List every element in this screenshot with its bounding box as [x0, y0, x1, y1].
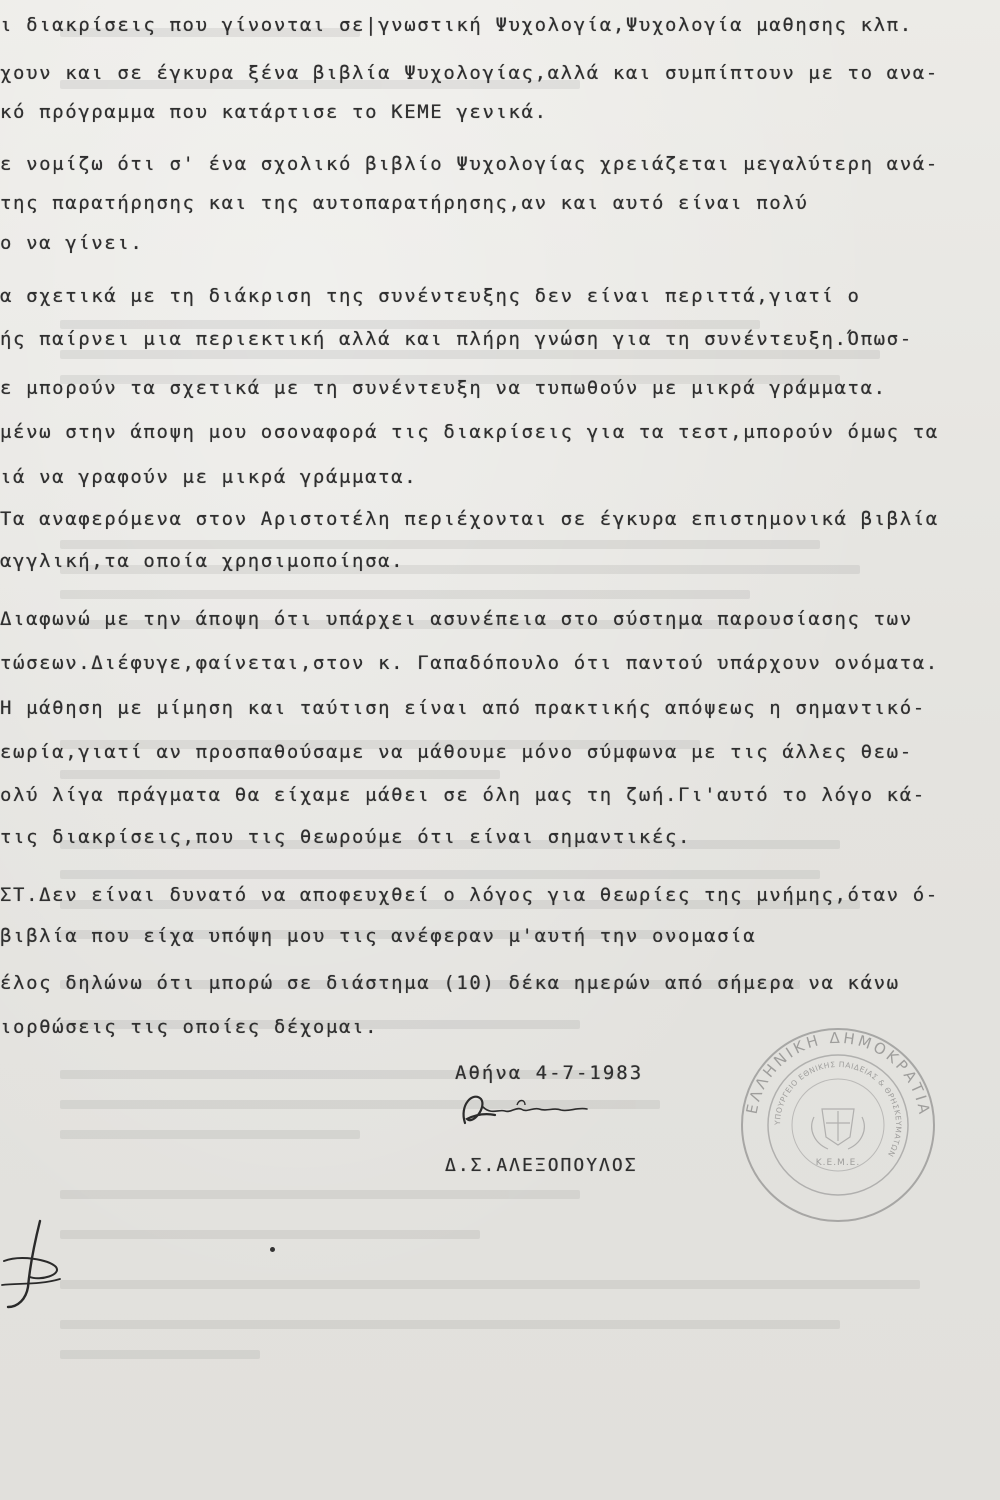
text-line: βιβλία που είχα υπόψη μου τις ανέφεραν μ'αυτή την ονομασία	[0, 925, 757, 947]
text-line: ΣΤ.Δεν είναι δυνατό να αποφευχθεί ο λόγος για θεωρίες της μνήμης,όταν ό-	[0, 884, 939, 906]
text-line: ο να γίνει.	[0, 232, 144, 254]
text-line: ε νομίζω ότι σ' ένα σχολικό βιβλίο Ψυχολογίας χρειάζεται μεγαλύτερη ανά-	[0, 153, 939, 175]
ink-dot	[270, 1247, 275, 1252]
text-line: Η μάθηση με μίμηση και ταύτιση είναι από πρακτικής απόψεως η σημαντικό-	[0, 697, 926, 719]
text-line: χουν και σε έγκυρα ξένα βιβλία Ψυχολογίας,αλλά και συμπίπτουν με το ανα-	[0, 62, 939, 84]
handwritten-initials	[0, 1215, 70, 1315]
stamp-inner-text: ΥΠΟΥΡΓΕΙΟ ΕΘΝΙΚΗΣ ΠΑΙΔΕΙΑΣ & ΘΡΗΣΚΕΥΜΑΤΩΝ	[772, 1059, 904, 1159]
text-line: ιορθώσεις τις οποίες δέχομαι.	[0, 1016, 379, 1038]
stamp-bottom-text: Κ.Ε.Μ.Ε.	[815, 1158, 861, 1168]
date-line: Αθήνα 4-7-1983	[455, 1062, 644, 1084]
official-stamp	[738, 1025, 938, 1225]
text-line: ολύ λίγα πράγματα θα είχαμε μάθει σε όλη μας τη ζωή.Γι'αυτό το λόγο κά-	[0, 784, 926, 806]
text-line: της παρατήρησης και της αυτοπαρατήρησης,αν και αυτό είναι πολύ	[0, 192, 809, 214]
stamp-emblem	[812, 1109, 865, 1149]
text-line: κό πρόγραμμα που κατάρτισε το ΚΕΜΕ γενικά.	[0, 101, 548, 123]
text-line: αγγλική,τα οποία χρησιμοποίησα.	[0, 550, 405, 572]
text-line: ιά να γραφούν με μικρά γράμματα.	[0, 466, 418, 488]
text-line: μένω στην άποψη μου οσοναφορά τις διακρίσεις για τα τεστ,μπορούν όμως τα	[0, 421, 939, 443]
text-line: ι διακρίσεις που γίνονται σε|γνωστική Ψυχολογία,Ψυχολογία μαθησης κλπ.	[0, 14, 913, 36]
text-line: Διαφωνώ με την άποψη ότι υπάρχει ασυνέπεια στο σύστημα παρουσίασης των	[0, 608, 913, 630]
text-line: Τα αναφερόμενα στον Αριστοτέλη περιέχονται σε έγκυρα επιστημονικά βιβλία	[0, 508, 939, 530]
text-line: ε μπορούν τα σχετικά με τη συνέντευξη να τυπωθούν με μικρά γράμματα.	[0, 377, 887, 399]
text-line: ής παίρνει μια περιεκτική αλλά και πλήρη γνώση για τη συνέντευξη.Όπωσ-	[0, 328, 913, 350]
handwritten-signature	[455, 1085, 595, 1135]
stamp-outer-text: ΕΛΛΗΝΙΚΗ ΔΗΜΟΚΡΑΤΙΑ	[742, 1028, 934, 1118]
text-line: έλος δηλώνω ότι μπορώ σε διάστημα (10) δέκα ημερών από σήμερα να κάνω	[0, 972, 900, 994]
signer-name: Δ.Σ.ΑΛΕΞΟΠΟΥΛΟΣ	[445, 1155, 638, 1176]
text-line: εωρία,γιατί αν προσπαθούσαμε να μάθουμε μόνο σύμφωνα με τις άλλες θεω-	[0, 741, 913, 763]
text-line: α σχετικά με τη διάκριση της συνέντευξης δεν είναι περιττά,γιατί ο	[0, 285, 861, 307]
text-line: τώσεων.Διέφυγε,φαίνεται,στον κ. Γαπαδόπουλο ότι παντού υπάρχουν ονόματα.	[0, 652, 939, 674]
text-line: τις διακρίσεις,που τις θεωρούμε ότι είναι σημαντικές.	[0, 826, 692, 848]
